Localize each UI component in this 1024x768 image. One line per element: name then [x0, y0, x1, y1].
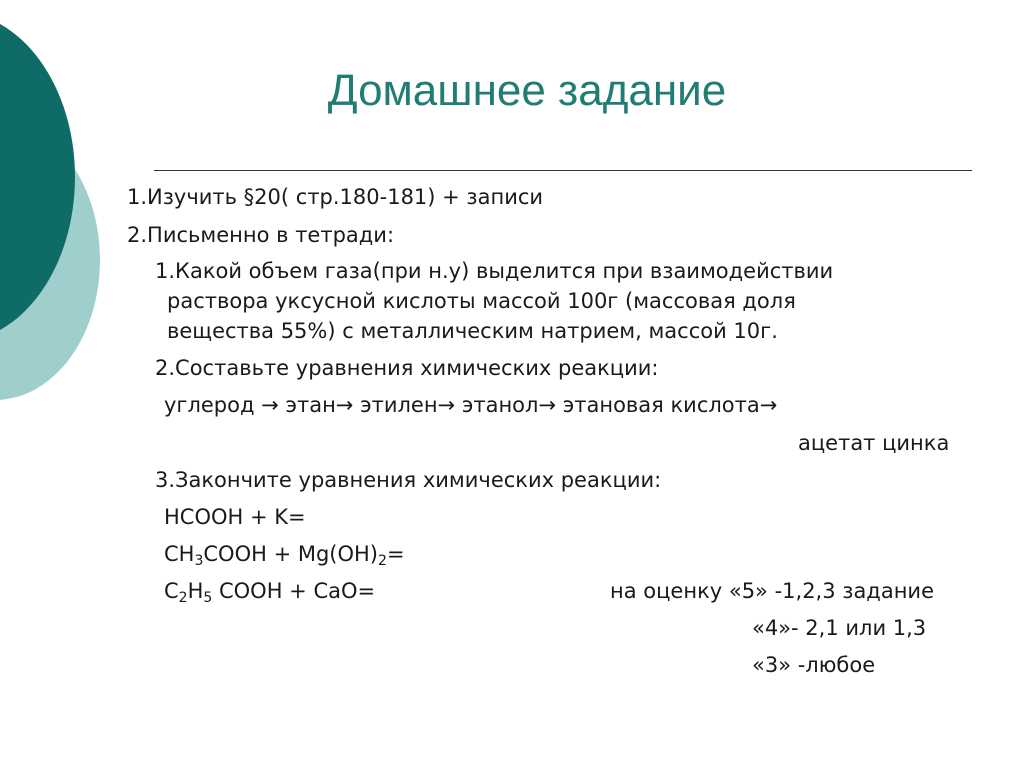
reaction-chain: углерод → этан→ этилен→ этанол→ этановая кислота→: [164, 393, 778, 417]
grading-3: «3» -любое: [752, 653, 876, 677]
subtask-1-line-2: раствора уксусной кислоты массой 100г (массовая доля: [167, 289, 796, 313]
subtask-2-heading: 2.Составьте уравнения химических реакции:: [155, 356, 659, 380]
subtask-1-line-3: вещества 55%) с металлическим натрием, массой 10г.: [167, 319, 778, 343]
subtask-3-heading: 3.Закончите уравнения химических реакции:: [155, 468, 662, 492]
equation-3: $C_2H_5$ COOH + CaO=: [164, 579, 376, 606]
equation-2: $CH_3COOH + Mg(OH)_2=$: [164, 542, 405, 569]
subtask-1-line-1: 1.Какой объем газа(при н.у) выделится при взаимодействии: [155, 259, 834, 283]
task-1-study: 1.Изучить §20( стр.180-181) + записи: [127, 185, 544, 209]
grading-4: «4»- 2,1 или 1,3: [752, 616, 927, 640]
slide-title: Домашнее задание: [327, 66, 727, 115]
task-2-written: 2.Письменно в тетради:: [127, 223, 395, 247]
grading-5: на оценку «5» -1,2,3 задание: [610, 579, 934, 603]
equation-1: HCOOH + K=: [164, 505, 306, 529]
title-divider: [154, 170, 972, 171]
reaction-chain-end: ацетат цинка: [798, 431, 950, 455]
